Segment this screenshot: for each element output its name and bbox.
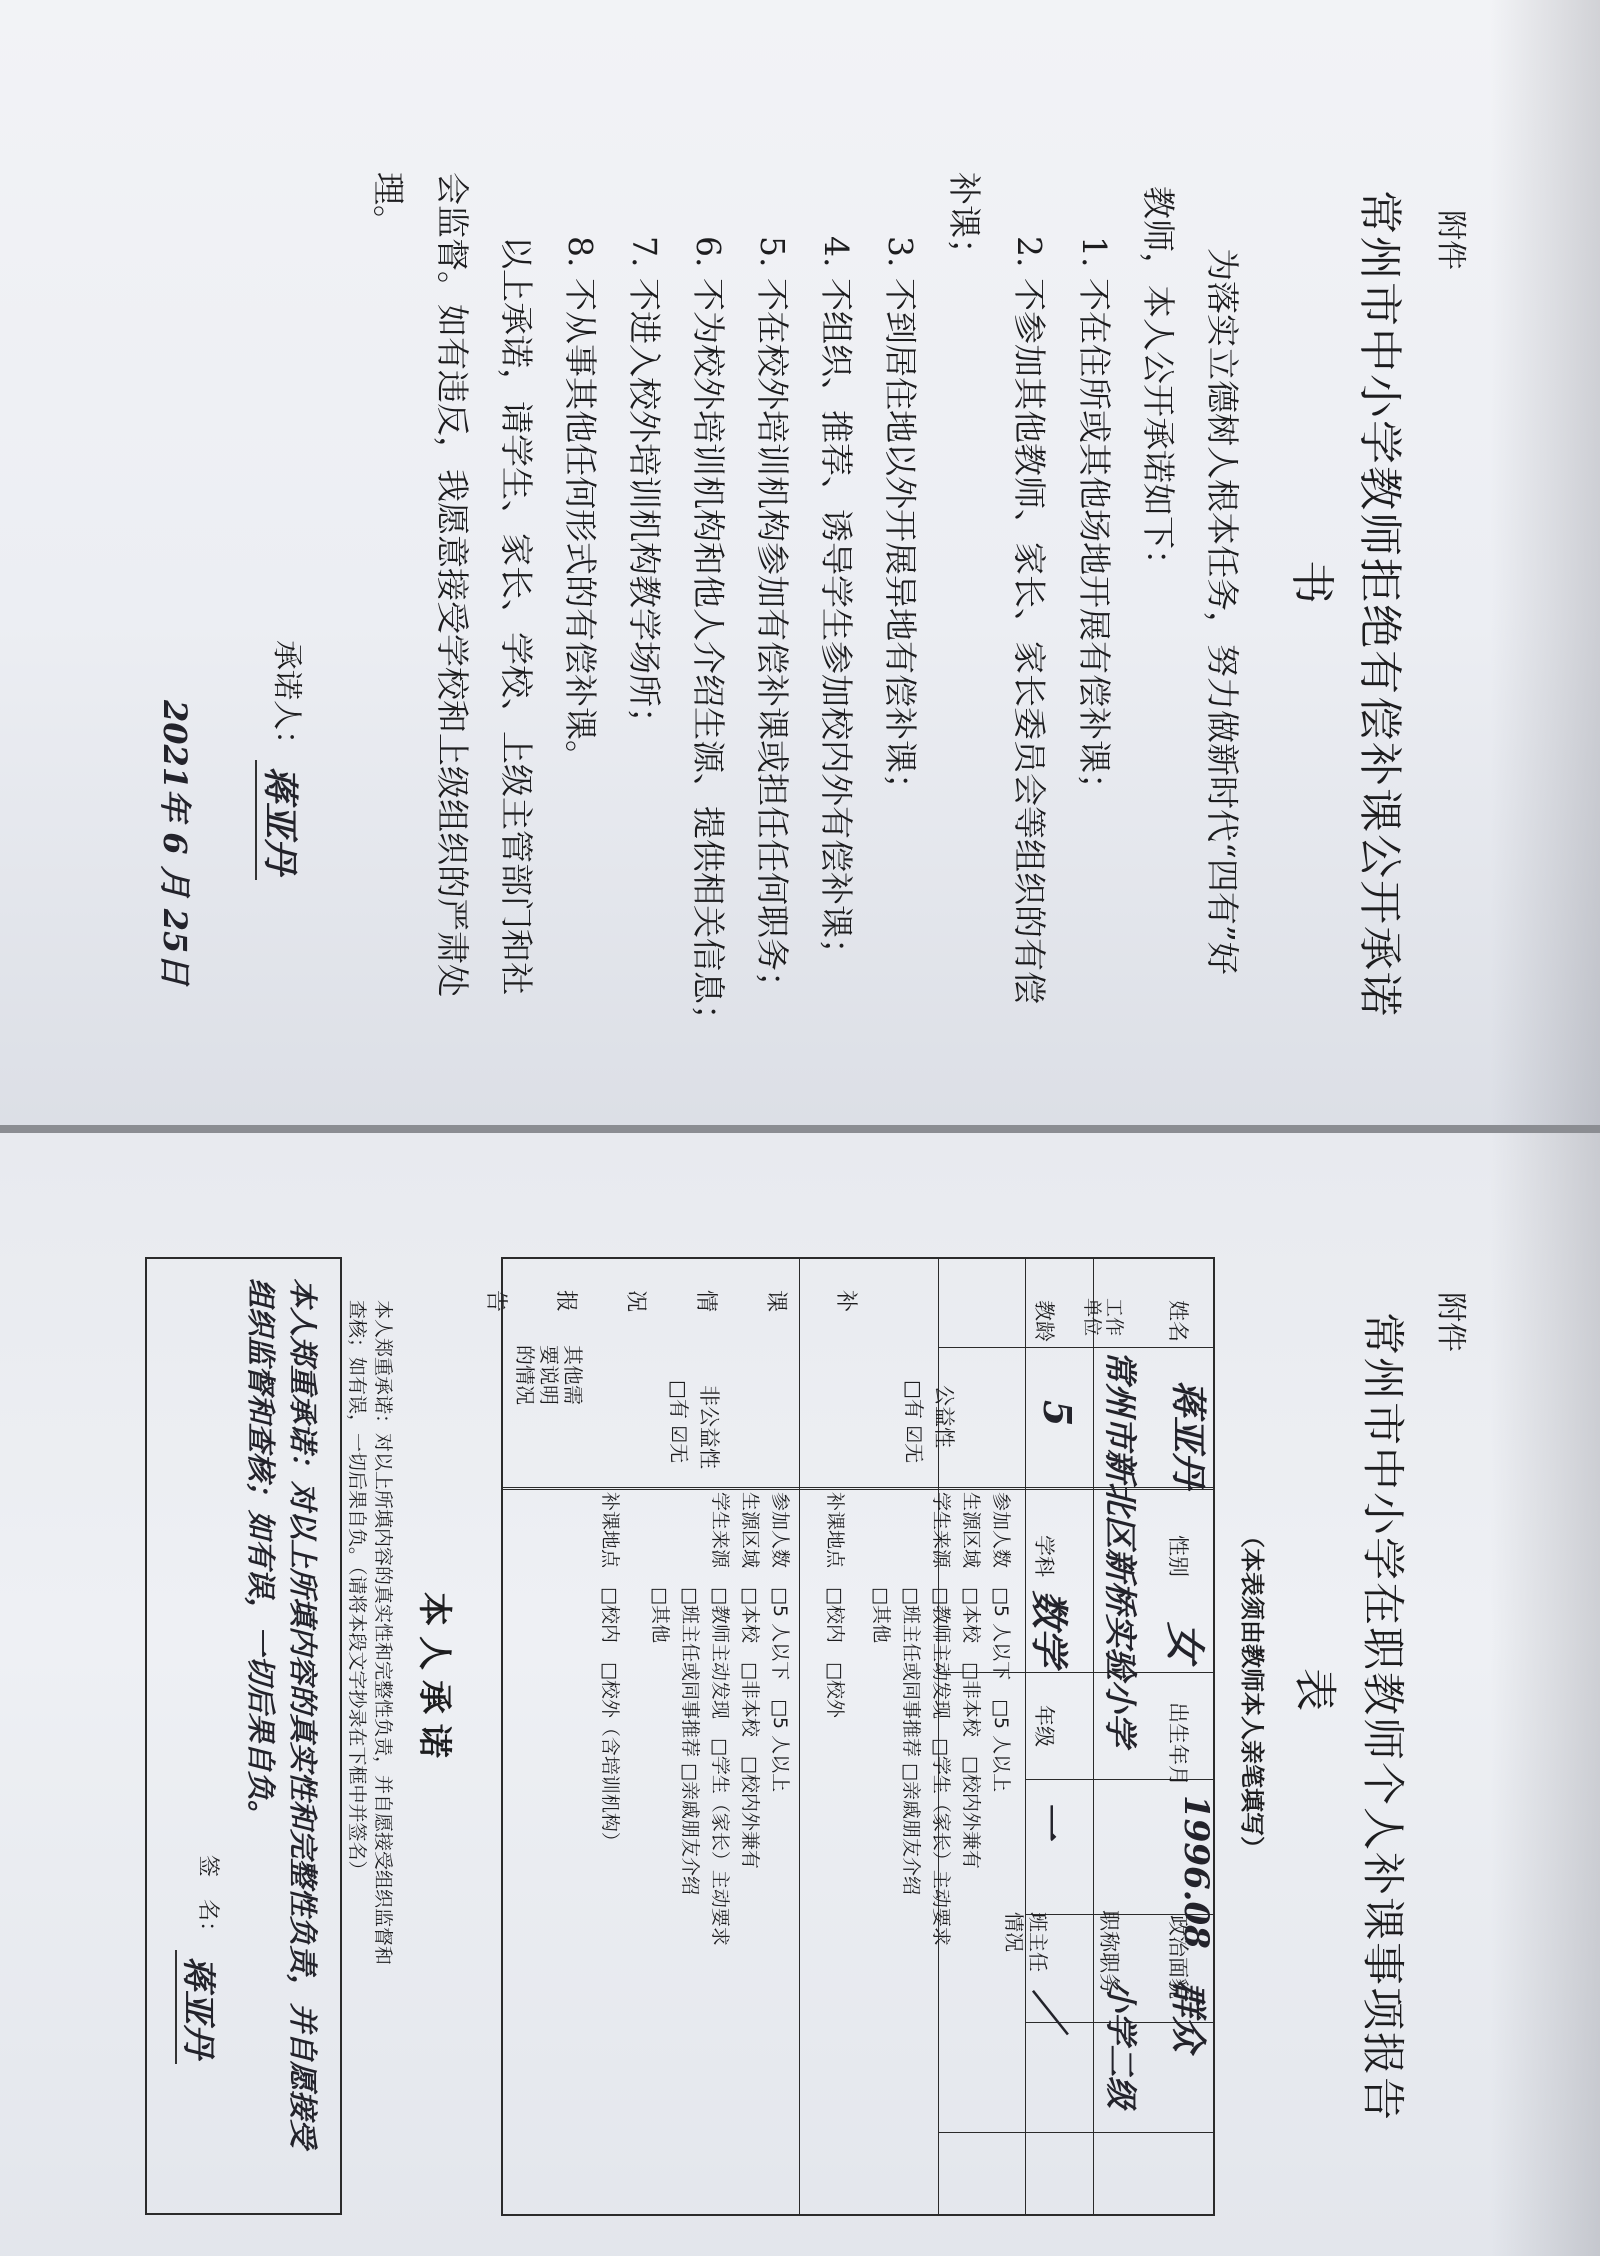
value-years: 5 [1035, 1400, 1080, 1427]
pledge-line: 补课； [945, 172, 984, 271]
page-shadow [1490, 1133, 1600, 2256]
pledge-title: 常州市中小学教师拒绝有偿补课公开承诺 [1354, 190, 1405, 1018]
handwritten-pledge: 组织监督和查核；如有误，一切后果自负。 [244, 1278, 278, 1830]
nonpublic-row: □其他 [649, 1492, 671, 1643]
label-head-teacher: 班主任情况 [1002, 1912, 1050, 1972]
label-gender: 性别 [1166, 1535, 1190, 1577]
label-nonpublic: 非公益性 [697, 1385, 721, 1469]
value-name: 蒋亚丹 [1167, 1380, 1209, 1489]
pledge-line: 理。 [369, 172, 408, 238]
label-years: 教龄 [1032, 1300, 1056, 1342]
label-politics: 政治面貌 [1166, 1915, 1190, 1999]
signer-signature: 蒋亚丹 [255, 760, 308, 880]
pledge-line: 1. 不在住所或其他场地开展有偿补课； [1075, 236, 1114, 806]
value-subject: 数学 [1027, 1590, 1072, 1667]
public-row: □其他 [870, 1492, 892, 1643]
value-unit: 常州市新北区新桥实验小学 [1101, 1350, 1140, 1746]
public-row: 参加人数 □5 人以下 □5 人以上 [990, 1492, 1012, 1793]
public-row: 学生来源 □教师主动发现 □学生（家长）主动要求 [930, 1492, 952, 1946]
sign-label: 签 名： [195, 1855, 220, 1944]
pledge-line: 4. 不组织、推荐、诱导学生参加校内外有偿补课； [817, 236, 856, 971]
public-options[interactable]: □有 ☑无 [902, 1380, 926, 1464]
pledge-line: 7. 不进入校外培训机构教学场所； [625, 236, 664, 740]
value-gender: 女 [1161, 1622, 1208, 1662]
label-subject: 学科 [1032, 1535, 1056, 1577]
label-birth: 出生年月 [1166, 1702, 1190, 1786]
pledge-line: 为落实立德树人根本任务，努力做新时代“四有”好 [1203, 248, 1242, 975]
pledge-line: 5. 不在校外培训机构参加有偿补课或担任任何职务； [753, 236, 792, 1004]
public-row: □班主任或同事推荐 □亲戚朋友介绍 [900, 1492, 922, 1895]
nonpublic-row: 学生来源 □教师主动发现 □学生（家长）主动要求 [709, 1492, 731, 1946]
table-rule [938, 1347, 1213, 1348]
report-title-cont: 表 [1289, 1668, 1339, 1711]
value-title-job: 小学二级 [1102, 1980, 1140, 2109]
label-name: 姓名 [1166, 1300, 1190, 1342]
pledge-line: 3. 不到居住地以外开展异地有偿补课； [881, 236, 920, 806]
nonpublic-row: 生源区域 □本校 □非本校 □校内外兼有 [739, 1492, 761, 1869]
label-title-job: 职称职务 [1097, 1910, 1121, 1994]
report-subtitle: （本表须由教师本人亲笔填写） [1238, 1524, 1267, 1860]
pledge-line: 以上承诺，请学生、家长、学校、上级主管部门和社 [497, 236, 536, 995]
label-other: 其他需要说明的情况 [513, 1345, 585, 1405]
table-rule [1093, 1259, 1094, 2214]
pledge-line: 教师，本人公开承诺如下： [1139, 186, 1178, 582]
value-birth: 1996.08 [1176, 1795, 1216, 1949]
nonpublic-row: 参加人数 □5 人以下 □5 人以上 [769, 1492, 791, 1793]
nonpublic-row: □班主任或同事推荐 □亲戚朋友介绍 [679, 1492, 701, 1895]
pledge-line: 6. 不为校外培训机构和他人介绍生源、提供相关信息； [689, 236, 728, 1037]
report-title: 常州市中小学在职教师个人补课事项报告 [1357, 1312, 1407, 2122]
handwritten-pledge: 本人郑重承诺：对以上所填内容的真实性和完整性负责，并自愿接受 [286, 1278, 320, 2149]
label-grade: 年级 [1032, 1705, 1056, 1747]
pledge-section-title: 本人承诺 [414, 1592, 454, 1768]
pledge-line: 8. 不从事其他任何形式的有偿补课。 [561, 236, 600, 773]
table-rule [938, 2132, 1213, 2133]
pledge-line: 会监督。如有违反，我愿意接受学校和上级组织的严肃处 [433, 172, 472, 997]
label-unit: 工作单位 [1081, 1298, 1125, 1337]
page-shadow [1490, 0, 1600, 1125]
attachment-label-bottom: 附件 [1433, 1292, 1468, 1352]
public-row: 生源区域 □本校 □非本校 □校内外兼有 [960, 1492, 982, 1869]
nonpublic-options[interactable]: □有 ☑无 [667, 1380, 691, 1464]
pledge-section-text: 查核；如有误，一切后果自负。（请将本段文字抄录在下框中并签名） [346, 1300, 368, 1880]
pledge-section-text: 本人郑重承诺：对以上所填内容的真实性和完整性负责，并自愿接受组织监督和 [372, 1300, 394, 1966]
sign-signature: 蒋亚丹 [175, 1950, 226, 2064]
signer-label: 承诺人： [269, 640, 304, 760]
label-section: 补课情况报告 [483, 1290, 858, 1313]
value-head-teacher: ／ [1027, 1990, 1072, 2029]
pledge-title-cont: 书 [1286, 560, 1337, 604]
public-row: 补课地点 □校内 □校外 [824, 1492, 846, 1718]
value-grade: 一 [1027, 1800, 1072, 1839]
pledge-date: 2021年 6 月 25日 [156, 700, 194, 986]
table-rule [799, 1259, 800, 2214]
label-public: 公益性 [932, 1385, 956, 1448]
nonpublic-row: 补课地点 □校内 □校外（含培训机构） [599, 1492, 621, 1851]
table-rule [1025, 1259, 1026, 2214]
value-politics: 群众 [1167, 1980, 1209, 2053]
attachment-label-top: 附件 [1433, 210, 1468, 270]
pledge-line: 2. 不参加其他教师、家长、家长委员会等组织的有偿 [1010, 236, 1049, 1004]
